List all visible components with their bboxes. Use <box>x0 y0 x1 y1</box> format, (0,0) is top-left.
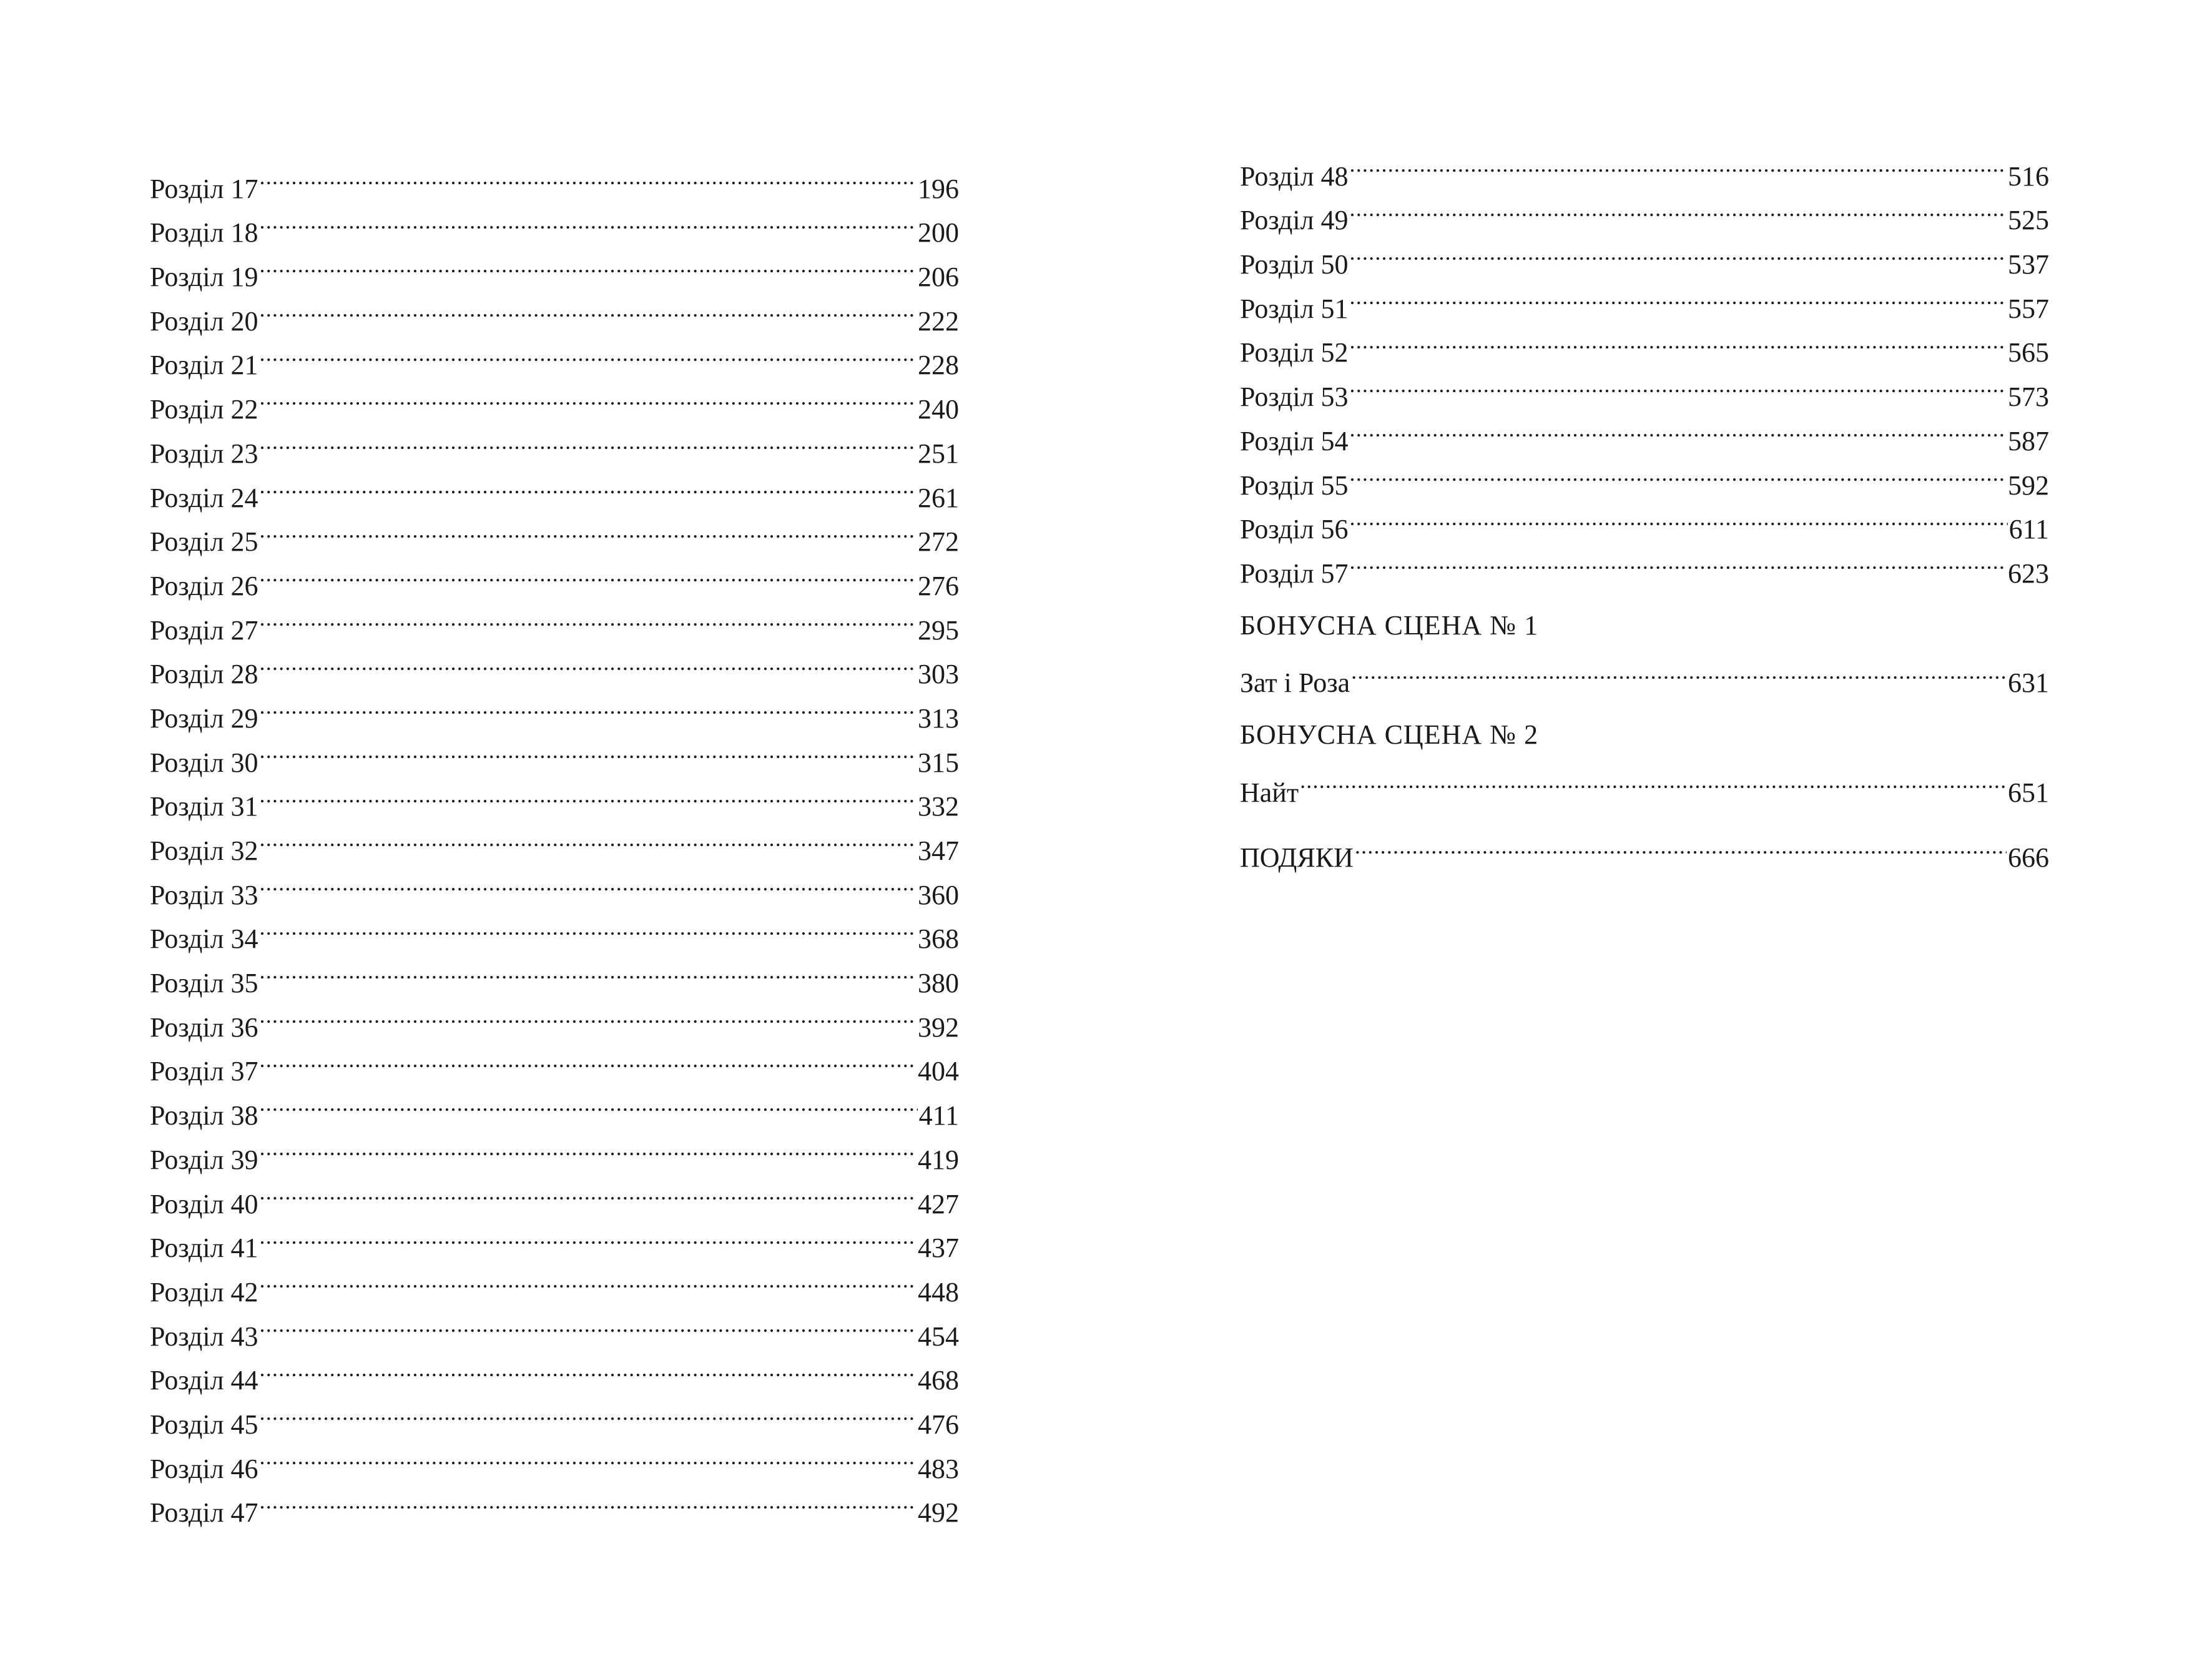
toc-entry[interactable] <box>150 507 959 558</box>
toc-entry-title: Розділ 39 <box>150 1144 258 1175</box>
dot-leader <box>260 1257 917 1301</box>
bonus-scene-1-heading: БОНУСНА СЦЕНА № 1 <box>1240 609 1539 641</box>
dot-leader <box>260 418 917 463</box>
toc-entry-title: Розділ 46 <box>150 1453 258 1484</box>
dot-leader <box>1350 450 2007 495</box>
toc-entry-page: 276 <box>918 570 959 601</box>
dot-leader <box>260 1301 917 1346</box>
toc-entry-title: Розділ 36 <box>150 1012 258 1043</box>
dot-leader <box>260 1036 917 1081</box>
left-toc-list <box>150 154 959 1529</box>
toc-entry-page: 222 <box>918 305 959 337</box>
dot-leader <box>260 1478 917 1522</box>
toc-entry[interactable] <box>1240 406 2049 456</box>
toc-entry[interactable] <box>150 330 959 381</box>
spacer <box>1240 692 2049 713</box>
dot-leader <box>260 1213 917 1258</box>
toc-entry[interactable] <box>1240 362 2049 413</box>
toc-entry-page: 651 <box>2008 777 2049 808</box>
dot-leader <box>1350 406 2007 450</box>
toc-entry-page: 272 <box>918 526 959 558</box>
dot-leader <box>260 639 917 684</box>
toc-entry-page: 295 <box>918 614 959 646</box>
toc-entry-page: 315 <box>918 747 959 778</box>
dot-leader <box>260 1389 917 1434</box>
dot-leader <box>1300 757 2007 802</box>
toc-entry-page: 196 <box>918 173 959 204</box>
toc-entry[interactable] <box>150 1036 959 1087</box>
toc-entry-bonus-1[interactable] <box>1240 648 2049 699</box>
toc-entry-page: 368 <box>918 923 959 955</box>
toc-entry-bonus-2[interactable] <box>1240 757 2049 808</box>
toc-entry[interactable] <box>150 992 959 1043</box>
dot-leader <box>260 992 917 1036</box>
toc-entry-page: 592 <box>2008 470 2049 501</box>
bonus-scene-2-heading: БОНУСНА СЦЕНА № 2 <box>1240 719 1539 751</box>
toc-entry[interactable] <box>150 1346 959 1396</box>
toc-entry-page: 565 <box>2008 337 2049 368</box>
toc-entry-title: Розділ 52 <box>1240 337 1349 368</box>
dot-leader <box>1350 318 2007 362</box>
toc-entry[interactable] <box>1240 185 2049 236</box>
spacer <box>1240 583 2049 604</box>
toc-entry-page: 251 <box>918 438 959 469</box>
dot-leader <box>1350 495 2008 539</box>
toc-entry-title: Розділ 41 <box>150 1233 258 1264</box>
toc-entry-page: 476 <box>918 1409 959 1440</box>
dot-leader <box>260 463 917 507</box>
toc-entry-title: Розділ 19 <box>150 262 258 293</box>
dot-leader <box>1350 362 2007 406</box>
toc-entry-title: Розділ 26 <box>150 570 258 601</box>
toc-entry-title: Розділ 55 <box>1240 470 1349 501</box>
toc-entry[interactable] <box>150 595 959 646</box>
toc-entry-page: 240 <box>918 394 959 425</box>
dot-leader <box>260 1125 917 1169</box>
dot-leader <box>260 772 917 816</box>
toc-entry[interactable] <box>150 154 959 204</box>
toc-entry[interactable] <box>150 463 959 513</box>
toc-entry-title: Розділ 56 <box>1240 514 1349 545</box>
toc-entry-page: 483 <box>918 1453 959 1484</box>
toc-entry-title: Розділ 48 <box>1240 160 1349 192</box>
toc-entry-title: Розділ 34 <box>150 923 258 955</box>
toc-entry-page: 261 <box>918 482 959 513</box>
dot-leader <box>1350 273 2007 318</box>
toc-entry[interactable] <box>1240 450 2049 501</box>
toc-entry[interactable] <box>150 242 959 293</box>
toc-entry-page: 573 <box>2008 382 2049 413</box>
toc-entry[interactable] <box>150 1478 959 1529</box>
toc-entry-title: Розділ 23 <box>150 438 258 469</box>
toc-entry-title: Розділ 38 <box>150 1100 258 1131</box>
toc-entry-page: 206 <box>918 262 959 293</box>
toc-entry-page: 332 <box>918 791 959 822</box>
dot-leader <box>260 551 917 595</box>
toc-entry-title: Розділ 49 <box>1240 205 1349 236</box>
toc-entry-title: Розділ 53 <box>1240 382 1349 413</box>
toc-entry[interactable] <box>1240 538 2049 589</box>
toc-entry-title: Розділ 24 <box>150 482 258 513</box>
dot-leader <box>260 815 917 860</box>
left-page <box>150 154 959 1659</box>
toc-entry[interactable] <box>150 1125 959 1175</box>
toc-entry-page: 404 <box>918 1056 959 1087</box>
dot-leader <box>260 1434 917 1478</box>
toc-entry-acknowledgements[interactable] <box>1240 823 2049 874</box>
toc-entry-page: 587 <box>2008 425 2049 456</box>
toc-entry[interactable] <box>1240 141 2049 192</box>
toc-entry-page: 200 <box>918 217 959 249</box>
toc-entry-page: 468 <box>918 1365 959 1396</box>
dot-leader <box>260 507 917 551</box>
toc-entry-title: Розділ 32 <box>150 835 258 866</box>
toc-entry[interactable] <box>150 1213 959 1264</box>
toc-entry-title: Розділ 29 <box>150 702 258 734</box>
dot-leader <box>260 374 917 418</box>
dot-leader <box>260 1080 918 1125</box>
toc-entry-title: Розділ 18 <box>150 217 258 249</box>
toc-entry[interactable] <box>150 374 959 425</box>
toc-entry-page: 492 <box>918 1497 959 1529</box>
toc-entry-title: Розділ 22 <box>150 394 258 425</box>
toc-entry-page: 360 <box>918 879 959 910</box>
dot-leader <box>1350 141 2007 185</box>
toc-entry-title: Розділ 43 <box>150 1321 258 1352</box>
toc-entry-title: Розділ 25 <box>150 526 258 558</box>
toc-entry-page: 516 <box>2008 160 2049 192</box>
toc-entry-title: Розділ 42 <box>150 1276 258 1307</box>
dot-leader <box>1350 538 2007 583</box>
toc-entry-page: 557 <box>2008 293 2049 324</box>
toc-entry-title: Розділ 47 <box>150 1497 258 1529</box>
toc-entry[interactable] <box>150 1257 959 1307</box>
toc-entry-page: 623 <box>2008 558 2049 589</box>
toc-entry[interactable] <box>150 418 959 469</box>
toc-entry-page: 380 <box>918 968 959 999</box>
toc-entry[interactable] <box>150 1080 959 1131</box>
toc-entry-title: ПОДЯКИ <box>1240 842 1354 874</box>
toc-entry-page: 303 <box>918 659 959 690</box>
toc-entry[interactable] <box>150 551 959 601</box>
toc-entry-page: 313 <box>918 702 959 734</box>
toc-entry-title: Зат і Роза <box>1240 667 1350 699</box>
toc-entry-title: Розділ 28 <box>150 659 258 690</box>
toc-entry-title: Розділ 50 <box>1240 249 1349 280</box>
dot-leader <box>260 154 917 198</box>
toc-entry[interactable] <box>150 1301 959 1352</box>
toc-entry[interactable] <box>150 1434 959 1484</box>
dot-leader <box>1350 229 2007 273</box>
dot-leader <box>260 948 917 992</box>
dot-leader <box>260 683 917 727</box>
toc-entry-title: Розділ 35 <box>150 968 258 999</box>
right-page <box>1240 141 2049 1659</box>
toc-entry-page: 631 <box>2008 667 2049 699</box>
dot-leader <box>260 727 917 772</box>
toc-entry-title: Розділ 27 <box>150 614 258 646</box>
toc-entry-title: Розділ 17 <box>150 173 258 204</box>
dot-leader <box>260 1346 917 1390</box>
toc-entry[interactable] <box>150 772 959 822</box>
dot-leader <box>260 286 917 330</box>
toc-entry[interactable] <box>150 1389 959 1440</box>
toc-entry[interactable] <box>150 198 959 249</box>
toc-entry-title: Розділ 45 <box>150 1409 258 1440</box>
dot-leader <box>260 330 917 375</box>
dot-leader <box>260 198 917 242</box>
toc-entry-title: Найт <box>1240 777 1299 808</box>
dot-leader <box>1350 185 2007 230</box>
toc-entry[interactable] <box>150 683 959 734</box>
toc-entry-title: Розділ 20 <box>150 305 258 337</box>
toc-entry-page: 427 <box>918 1188 959 1219</box>
toc-entry-title: Розділ 40 <box>150 1188 258 1219</box>
toc-entry-page: 411 <box>918 1100 959 1131</box>
toc-entry-title: Розділ 33 <box>150 879 258 910</box>
dot-leader <box>260 904 917 948</box>
dot-leader <box>1351 648 2007 692</box>
dot-leader <box>260 595 917 639</box>
toc-entry-title: Розділ 21 <box>150 350 258 381</box>
toc-entry-title: Розділ 51 <box>1240 293 1349 324</box>
toc-entry-page: 419 <box>918 1144 959 1175</box>
toc-entry-page: 537 <box>2008 249 2049 280</box>
toc-entry[interactable] <box>150 948 959 999</box>
toc-entry[interactable] <box>150 286 959 337</box>
toc-entry-page: 611 <box>2008 514 2049 545</box>
toc-entry-title: Розділ 30 <box>150 747 258 778</box>
toc-entry[interactable] <box>1240 229 2049 280</box>
toc-entry-page: 228 <box>918 350 959 381</box>
dot-leader <box>1355 823 2007 867</box>
toc-entry[interactable] <box>1240 318 2049 368</box>
spacer <box>1240 802 2049 823</box>
toc-entry-page: 347 <box>918 835 959 866</box>
toc-entry[interactable] <box>150 639 959 690</box>
toc-entry-page: 437 <box>918 1233 959 1264</box>
toc-entry-page: 525 <box>2008 205 2049 236</box>
toc-entry[interactable] <box>150 727 959 778</box>
toc-entry-title: Розділ 31 <box>150 791 258 822</box>
toc-entry-page: 454 <box>918 1321 959 1352</box>
toc-entry-title: Розділ 44 <box>150 1365 258 1396</box>
toc-entry[interactable] <box>150 815 959 866</box>
toc-entry-title: Розділ 37 <box>150 1056 258 1087</box>
toc-entry-page: 666 <box>2008 842 2049 874</box>
toc-entry-title: Розділ 54 <box>1240 425 1349 456</box>
toc-entry[interactable] <box>150 860 959 910</box>
toc-entry[interactable] <box>150 1169 959 1219</box>
toc-entry[interactable] <box>1240 273 2049 324</box>
toc-entry[interactable] <box>1240 495 2049 545</box>
dot-leader <box>260 242 917 286</box>
toc-entry[interactable] <box>150 904 959 955</box>
toc-entry-page: 448 <box>918 1276 959 1307</box>
right-toc-list <box>1240 141 2049 589</box>
dot-leader <box>260 860 917 904</box>
dot-leader <box>260 1169 917 1213</box>
toc-entry-page: 392 <box>918 1012 959 1043</box>
toc-entry-title: Розділ 57 <box>1240 558 1349 589</box>
